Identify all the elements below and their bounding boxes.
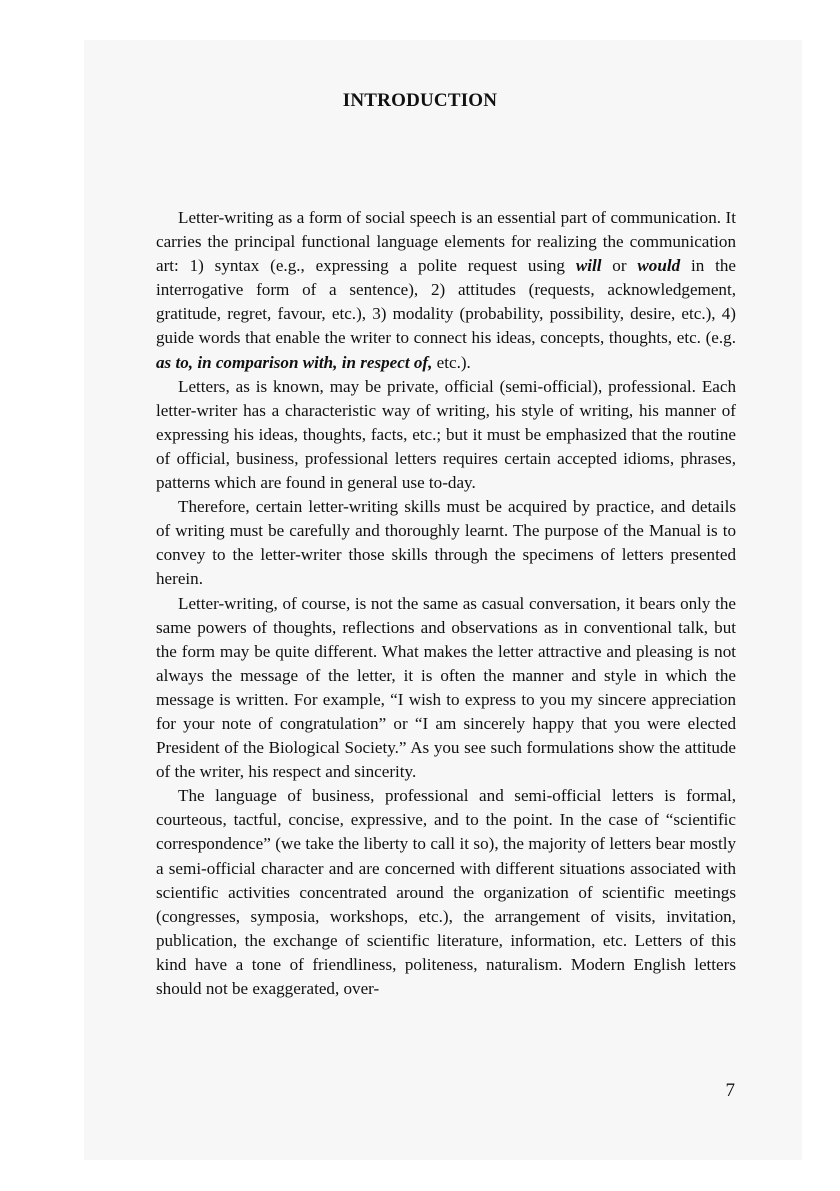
paragraph-5 <box>156 784 736 1001</box>
page-title: INTRODUCTION <box>342 90 498 111</box>
paragraph-text: etc.). <box>432 352 471 372</box>
paragraph-text: Letter-writing, of course, is not the same as casual conversation, it bears only the same powers of thoughts, reflections and observations as in conventional talk, but the form may be quite different. What makes the letter attractive and pleasing is not always the message of the letter, it is often the manner and style in which the message is written. For example, “I wish to express to you my sincere appreciation for your note of congratulation” or “I am sincerely happy that you were elected President of the Biological Society.” As you see such formulations show the attitude of the writer, his respect and sincerity. <box>156 593 736 782</box>
paragraph-text: The language of business, professional and semi-official letters is formal, courteous, tactful, concise, expressive, and to the point. In the case of “scientific correspondence” (we take the liberty to call it so), the majority of letters bear mostly a semi-official character and are concerned with different situations associated with scientific activities concentrated around the organization of scientific meetings (congresses, symposia, workshops, etc.), the arrangement of visits, invitation, publication, the exchange of scientific literature, information, etc. Letters of this kind have a tone of friendliness, politeness, naturalism. Modern English letters should not be exaggerated, over- <box>156 786 736 998</box>
paragraph-text: or <box>601 256 638 276</box>
italic-phrase: as to, in comparison with, in respect of, <box>156 352 433 372</box>
paragraph-3 <box>156 495 736 591</box>
page-number: 7 <box>725 1080 735 1101</box>
italic-phrase: would <box>637 256 681 276</box>
paragraph-2 <box>156 375 736 495</box>
paragraph-text: Letter-writing as a form of social speech is an essential part of communication. It carries the principal functional language elements for realizing the communication art: 1) syntax (e.g., expressing a polite request using <box>156 208 736 276</box>
italic-phrase: will <box>575 256 602 276</box>
paragraph-text: Therefore, certain letter-writing skills must be acquired by practice, and details of writing must be carefully and thoroughly learnt. The purpose of the Manual is to convey to the letter-writer those skills through the specimens of letters presented herein. <box>156 497 736 589</box>
paragraph-text: in the interrogative form of a sentence), 2) attitudes (requests, acknowledgement, gratitude, regret, favour, etc.), 3) modality (probability, possibility, desire, etc.), 4) guide words that enable the writer to connect his ideas, concepts, thoughts, etc. (e.g. <box>156 256 736 348</box>
body-text <box>156 206 736 1001</box>
paragraph-text: Letters, as is known, may be private, official (semi-official), professional. Each letter-writer has a characteristic way of writing, his style of writing, his manner of expressing his ideas, thoughts, facts, etc.; but it must be emphasized that the routine of official, business, professional letters requires certain accepted idioms, phrases, patterns which are found in general use to-day. <box>156 376 736 493</box>
paragraph-4 <box>156 592 736 785</box>
paragraph-1 <box>156 206 736 375</box>
